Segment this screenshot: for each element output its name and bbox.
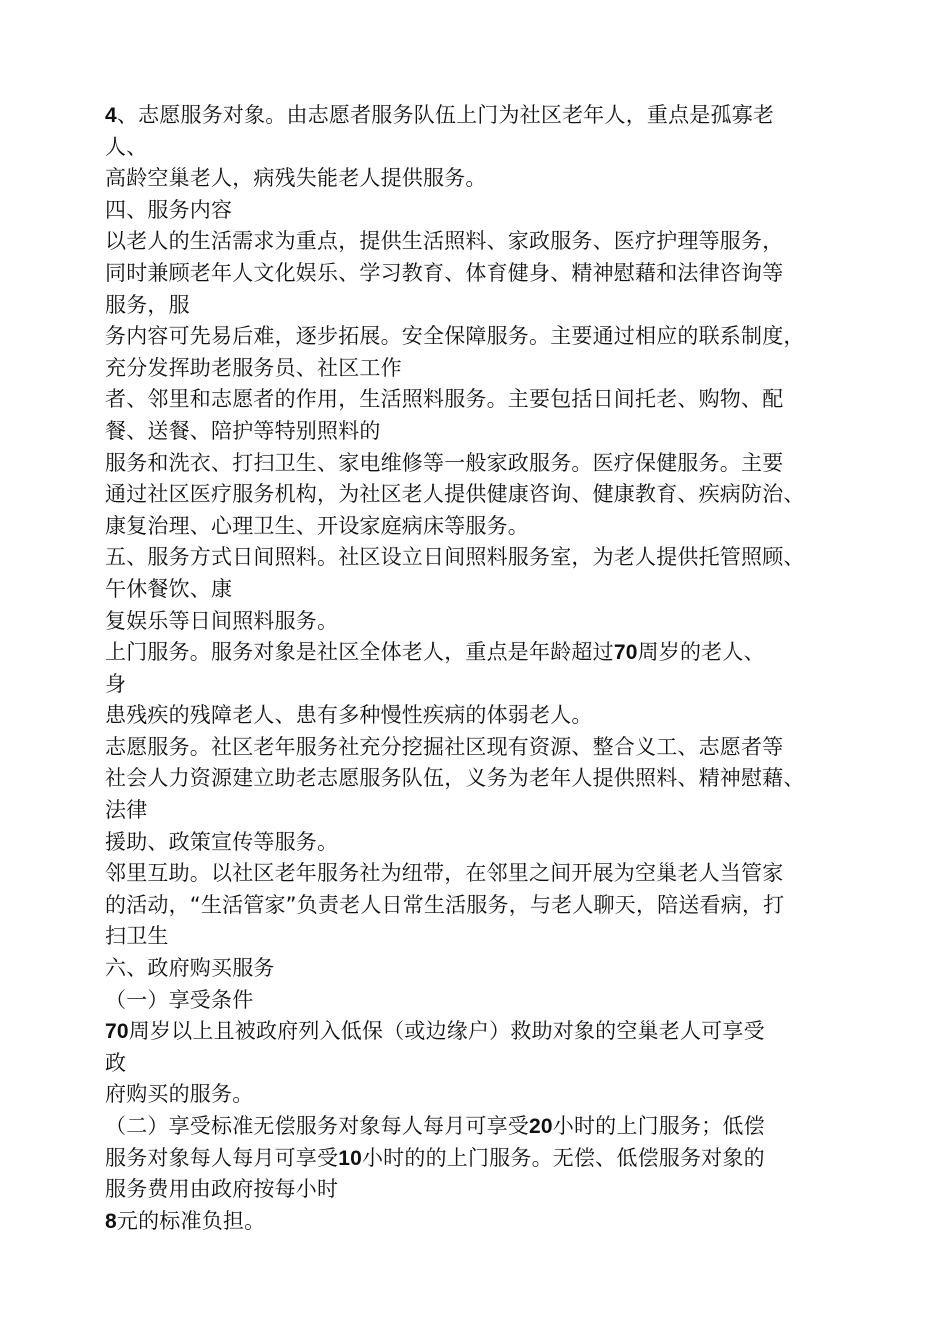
text-line: 服务费用由政府按每小时 [105, 1177, 339, 1202]
text-line: 五、服务方式日间照料。社区设立日间照料服务室，为老人提供托管照顾、 [105, 545, 805, 570]
text-line: 通过社区医疗服务机构，为社区老人提供健康咨询、健康教育、疾病防治、 [105, 482, 805, 507]
text-line: 服务和洗衣、打扫卫生、家电维修等一般家政服务。医疗保健服务。主要 [105, 450, 784, 475]
number-text: 8 [105, 1209, 117, 1233]
text-line: 服务对象每人每月可享受10小时的的上门服务。无偿、低偿服务对象的 [105, 1145, 765, 1170]
number-text: 4 [105, 104, 117, 127]
number-text: 70 [613, 641, 638, 665]
text-line: 的活动，“生活管家”负责老人日常生活服务，与老人聊天，陪送看病，打 [105, 892, 785, 917]
text-line: 患残疾的残障老人、患有多种慢性疾病的体弱老人。 [105, 703, 593, 728]
text-line: 复娱乐等日间照料服务。 [105, 608, 339, 633]
text-line: 政 [105, 1050, 127, 1075]
text-line: 者、邻里和志愿者的作用，生活照料服务。主要包括日间托老、购物、配 [105, 387, 784, 412]
text-line: 餐、送餐、陪护等特别照料的 [105, 418, 381, 443]
text-line: 法律 [105, 798, 148, 823]
text-line: 社会人力资源建立助老志愿服务队伍，义务为老年人提供照料、精神慰藉、 [105, 766, 805, 791]
document-body [105, 100, 865, 1237]
text-line: 充分发挥助老服务员、社区工作 [105, 355, 402, 380]
text-line: 上门服务。服务对象是社区全体老人，重点是年龄超过70周岁的老人、 [105, 640, 765, 665]
text-line: 高龄空巢老人，病残失能老人提供服务。 [105, 166, 487, 191]
text-line: 70周岁以上且被政府列入低保（或边缘户）救助对象的空巢老人可享受 [105, 1019, 765, 1044]
section-heading: 六、政府购买服务 [105, 956, 275, 981]
number-text: 10 [338, 1146, 362, 1170]
text-line: 以老人的生活需求为重点，提供生活照料、家政服务、医疗护理等服务， [105, 229, 784, 254]
number-text: 70 [105, 1020, 129, 1044]
text-line: 援助、政策宣传等服务。 [105, 829, 339, 854]
number-text: 20 [529, 1115, 553, 1138]
text-line: 扫卫生 [105, 924, 169, 949]
section-heading: 四、服务内容 [105, 197, 233, 222]
text-line: 邻里互助。以社区老年服务社为纽带，在邻里之间开展为空巢老人当管家 [105, 861, 784, 886]
text-line: 身 [105, 671, 127, 696]
text-line: 4、志愿服务对象。由志愿者服务队伍上门为社区老年人，重点是孤寡老 [105, 103, 775, 127]
text-line: 午休餐饮、康 [105, 576, 233, 601]
text-line: 府购买的服务。 [105, 1082, 254, 1107]
subsection-heading: （一）享受条件 [105, 987, 254, 1012]
text-line: 务内容可先易后难，逐步拓展。安全保障服务。主要通过相应的联系制度， [105, 324, 805, 349]
text-line: （二）享受标准无偿服务对象每人每月可享受20小时的上门服务；低偿 [105, 1114, 765, 1138]
text-line: 8元的标准负担。 [105, 1208, 266, 1233]
text-line: 同时兼顾老年人文化娱乐、学习教育、体育健身、精神慰藉和法律咨询等 [105, 260, 784, 285]
text-line: 志愿服务。社区老年服务社充分挖掘社区现有资源、整合义工、志愿者等 [105, 734, 784, 759]
text-line: 康复治理、心理卫生、开设家庭病床等服务。 [105, 513, 529, 538]
text-line: 服务，服 [105, 292, 190, 317]
text-line: 人、 [105, 134, 148, 159]
